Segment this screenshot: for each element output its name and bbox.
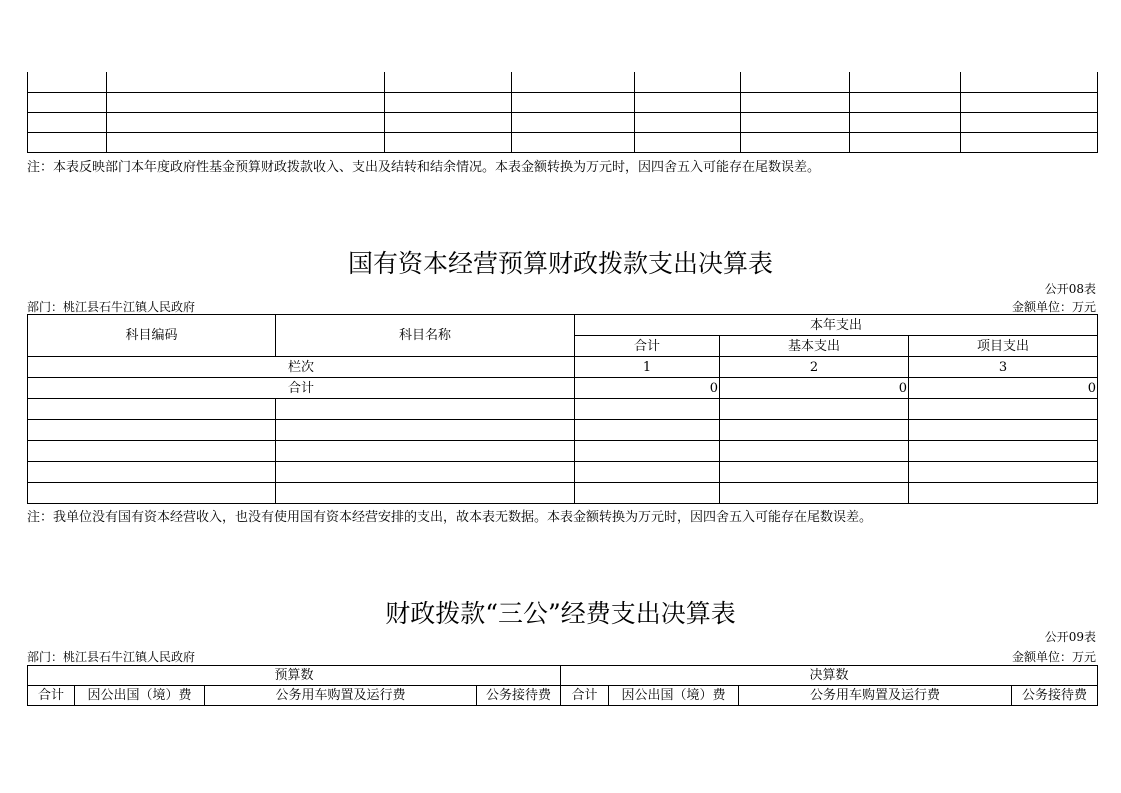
table-row [28,357,1098,378]
row-index-c3: 3 [909,357,1098,378]
budget-total: 合计 [28,686,75,706]
table09-unit: 金额单位：万元 [1011,650,1096,664]
final-vehicle: 公务用车购置及运行费 [739,686,1012,706]
table08-dept: 部门：桃江县石牛江镇人民政府 [27,300,196,314]
table09-code: 公开09表 [1044,630,1096,644]
budget-abroad: 因公出国（境）费 [75,686,205,706]
table-row [28,666,1098,686]
header-budget: 预算数 [28,666,561,686]
table-row [28,441,1098,462]
row-index-c1: 1 [575,357,720,378]
table08 [27,314,1098,504]
table-row [28,72,1098,92]
table-row [28,315,1098,336]
table-row [28,399,1098,420]
table08-note: 注：我单位没有国有资本经营收入，也没有使用国有资本经营安排的支出，故本表无数据。本表金额转换为万元时，因四舍五入可能存在尾数误差。 [27,510,873,525]
table09 [27,665,1098,706]
row-index-c2: 2 [720,357,909,378]
row-total-v2: 0 [720,378,909,399]
table08-title: 国有资本经营预算财政拨款支出决算表 [347,249,773,278]
header-basic: 基本支出 [720,336,909,357]
header-this-year: 本年支出 [575,315,1098,336]
row-total-label: 合计 [28,378,575,399]
header-total: 合计 [575,336,720,357]
final-abroad: 因公出国（境）费 [609,686,739,706]
top-continued-table [27,72,1098,153]
final-reception: 公务接待费 [1012,686,1098,706]
header-subject-name: 科目名称 [276,315,575,357]
table-row [28,420,1098,441]
table-row [28,378,1098,399]
table-row [28,112,1098,132]
row-index-label: 栏次 [28,357,575,378]
table09-dept: 部门：桃江县石牛江镇人民政府 [27,650,196,664]
top-table-note: 注：本表反映部门本年度政府性基金预算财政拨款收入、支出及结转和结余情况。本表金额转换为万元时，因四舍五入可能存在尾数误差。 [27,160,821,175]
table-row [28,483,1098,504]
table-row [28,686,1098,706]
header-final: 决算数 [561,666,1098,686]
row-total-v3: 0 [909,378,1098,399]
header-subject-code: 科目编码 [28,315,276,357]
header-project: 项目支出 [909,336,1098,357]
budget-vehicle: 公务用车购置及运行费 [205,686,477,706]
row-total-v1: 0 [575,378,720,399]
table-row [28,132,1098,152]
table-row [28,92,1098,112]
table08-code: 公开08表 [1044,282,1096,296]
budget-reception: 公务接待费 [477,686,561,706]
table09-title: 财政拨款“三公”经费支出决算表 [385,599,736,628]
table08-unit: 金额单位：万元 [1011,300,1096,314]
table-row [28,462,1098,483]
final-total: 合计 [561,686,609,706]
